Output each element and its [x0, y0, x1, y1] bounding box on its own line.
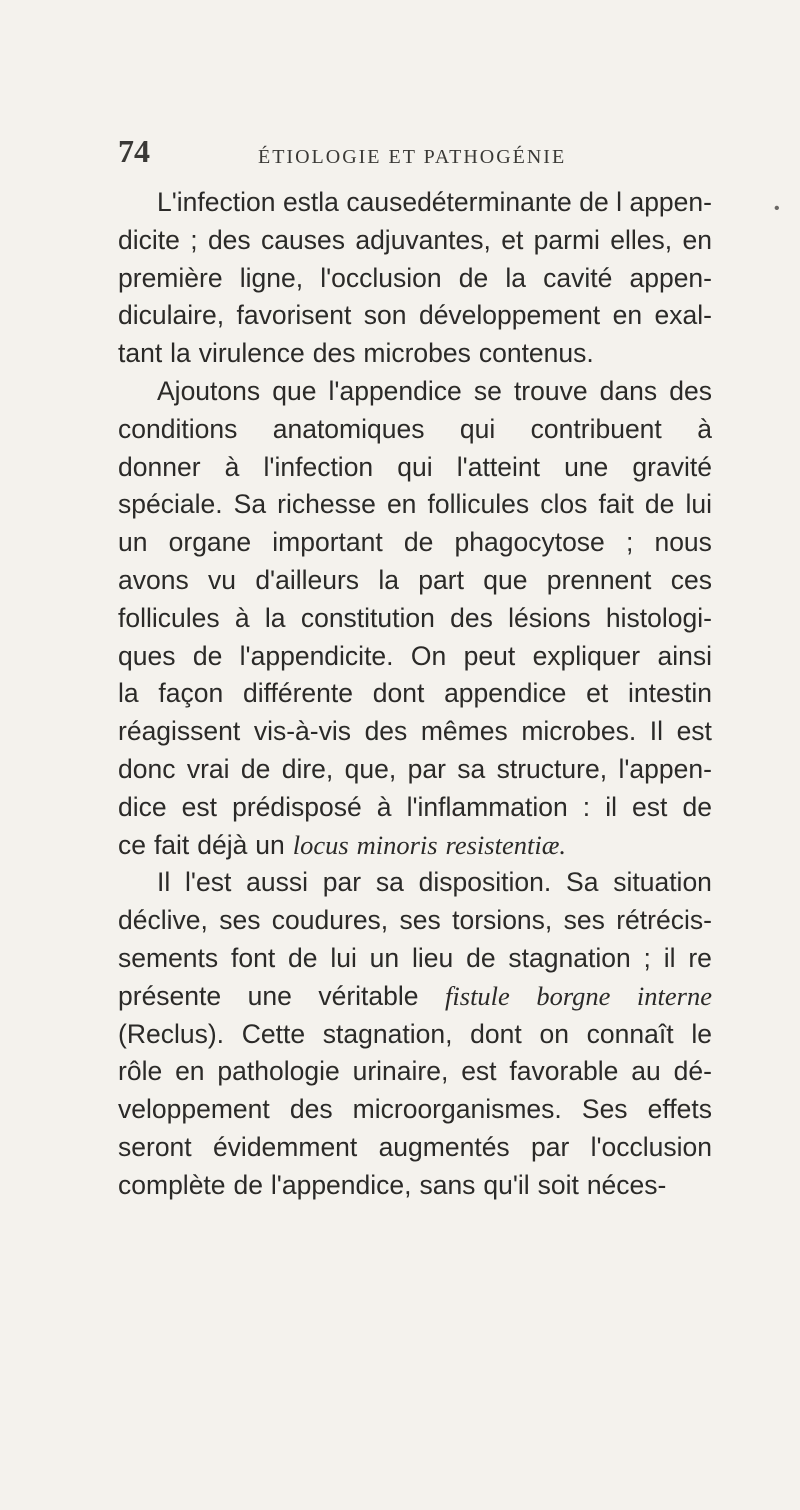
word: interne: [636, 980, 712, 1011]
word: dans: [599, 375, 658, 406]
text-line: [118, 675, 712, 713]
word: parmi: [533, 224, 600, 255]
word: rétrécis-: [616, 905, 712, 936]
margin-mark: •: [774, 200, 780, 217]
text-line: [118, 184, 712, 222]
text-line: [118, 373, 712, 411]
body-text: [118, 184, 712, 1205]
word: coudures,: [271, 905, 389, 936]
word: richesse: [277, 489, 376, 520]
word: fait: [598, 489, 634, 520]
word: fistule: [445, 980, 510, 1011]
word: l'est: [185, 867, 232, 898]
word: en: [386, 489, 417, 520]
word: par: [530, 1131, 570, 1162]
word: connaît: [586, 1018, 674, 1049]
page-header: [118, 133, 718, 183]
word: borgne: [536, 980, 611, 1011]
word: déclive,: [118, 905, 208, 936]
word: locus: [292, 829, 349, 860]
text-line: [118, 600, 712, 638]
word: différente: [242, 678, 353, 709]
word: trouve: [513, 375, 588, 406]
word: clos: [540, 489, 588, 520]
word: est: [632, 791, 668, 822]
word: stagnation: [508, 942, 631, 973]
text-line: [118, 449, 712, 487]
word: que: [272, 375, 317, 406]
word: par: [322, 867, 362, 898]
word: tant: [118, 338, 163, 369]
word: part: [418, 564, 464, 595]
word: de: [288, 942, 318, 973]
word: cavité: [543, 262, 613, 293]
word: à: [224, 451, 240, 482]
word: effets: [647, 1094, 712, 1125]
word: par: [407, 753, 446, 784]
word: que: [483, 564, 528, 595]
word: anatomiques: [272, 413, 425, 444]
word: des: [289, 1094, 333, 1125]
word: le: [691, 1018, 712, 1049]
word: qui: [397, 451, 433, 482]
word: elles,: [610, 224, 673, 255]
word: on: [539, 1018, 569, 1049]
text-line: [118, 297, 712, 335]
word: rôle: [118, 1056, 163, 1087]
text-line: [118, 1053, 712, 1091]
word: font: [230, 942, 276, 973]
word: expliquer: [532, 640, 641, 671]
word: diculaire,: [118, 300, 225, 331]
word: de: [644, 489, 675, 520]
word: appen-: [629, 262, 712, 293]
word: l'occlusion: [320, 262, 442, 293]
word: la: [170, 338, 191, 369]
word: d'ailleurs: [255, 564, 360, 595]
word: en: [682, 224, 712, 255]
word: microbes: [363, 338, 471, 369]
word: une: [564, 451, 609, 482]
word: développement: [418, 300, 601, 331]
word: exal-: [654, 300, 712, 331]
word: ces: [670, 564, 712, 595]
word: seront: [118, 1131, 192, 1162]
text-line: [118, 713, 712, 751]
word: ainsi: [657, 640, 712, 671]
word: qu'il: [483, 1169, 530, 1200]
word: vu: [208, 564, 237, 595]
word: contribuent: [530, 413, 662, 444]
word: ;: [625, 527, 634, 558]
word: de: [233, 1169, 263, 1200]
word: important: [272, 527, 383, 558]
word: néces-: [586, 1169, 667, 1200]
word: il: [663, 942, 676, 973]
word: complète: [118, 1169, 226, 1200]
word: dont: [470, 1018, 522, 1049]
word: qui: [459, 413, 496, 444]
word: à: [376, 791, 392, 822]
text-line: [118, 1016, 712, 1054]
word: gravité: [632, 451, 712, 482]
paragraph: [118, 864, 712, 1204]
word: ;: [190, 224, 198, 255]
word: Ajoutons: [157, 375, 261, 406]
word: des: [207, 224, 251, 255]
word: microbes.: [521, 716, 637, 747]
word: en: [175, 1056, 205, 1087]
word: Il: [649, 716, 663, 747]
word: stagnation,: [322, 1018, 453, 1049]
word: resistentiæ.: [445, 829, 566, 860]
word: favorable: [509, 1056, 619, 1087]
word: se: [473, 375, 502, 406]
word: causedéterminante: [346, 187, 572, 217]
word: peut: [463, 640, 516, 671]
word: donner: [118, 451, 201, 482]
word: des: [364, 716, 408, 747]
word: dont: [372, 678, 425, 709]
word: ses: [399, 905, 441, 936]
word: histologi-: [605, 602, 712, 633]
word: évidemment: [212, 1131, 358, 1162]
word: que,: [344, 753, 397, 784]
word: prédisposé: [232, 791, 362, 822]
text-line: [118, 411, 712, 449]
text-line: [118, 902, 712, 940]
word: organe: [168, 527, 252, 558]
word: sans: [419, 1169, 476, 1200]
word: de: [403, 527, 434, 558]
word: fait: [153, 829, 190, 860]
word: constitution: [300, 602, 435, 633]
word: de: [192, 640, 223, 671]
word: de: [682, 791, 712, 822]
word: virulence: [198, 338, 305, 369]
word: vrai: [186, 753, 230, 784]
word: la: [118, 678, 139, 709]
word: l'appendice: [328, 375, 462, 406]
word: à: [697, 413, 712, 444]
word: est: [676, 716, 712, 747]
word: la: [505, 262, 526, 293]
word: un: [369, 942, 400, 973]
word: augmentés: [378, 1131, 510, 1162]
word: re: [688, 942, 712, 973]
word: présente: [118, 980, 222, 1011]
word: lésions: [508, 602, 591, 633]
word: contenus.: [478, 338, 594, 369]
paragraph: [118, 373, 712, 864]
word: un: [118, 527, 148, 558]
word: urinaire,: [352, 1056, 449, 1087]
word: de: [240, 753, 271, 784]
word: ce: [118, 829, 146, 860]
text-line: [118, 827, 712, 865]
word: Cette: [241, 1018, 306, 1049]
word: ques: [118, 640, 176, 671]
word: ses: [219, 905, 261, 936]
word: au: [631, 1056, 661, 1087]
word: il: [605, 791, 617, 822]
word: l'infection: [263, 451, 374, 482]
word: l'appendice,: [270, 1169, 412, 1200]
word: l'atteint: [456, 451, 540, 482]
word: façon: [158, 678, 224, 709]
text-line: [118, 524, 712, 562]
word: dé-: [673, 1056, 712, 1087]
paragraph: [118, 184, 712, 373]
text-line: [118, 222, 712, 260]
word: la: [378, 564, 399, 595]
word: lui: [330, 942, 357, 973]
word: appen-: [629, 187, 712, 217]
word: lui: [685, 489, 712, 520]
word: vis-à-vis: [253, 716, 351, 747]
word: des: [450, 602, 493, 633]
word: l: [616, 187, 623, 217]
word: estla: [282, 187, 339, 217]
word: sa: [375, 867, 404, 898]
word: Sa: [233, 489, 267, 520]
word: et: [501, 224, 524, 255]
text-line: [118, 1167, 712, 1205]
word: Ses: [581, 1094, 628, 1125]
word: favorisent: [236, 300, 352, 331]
word: déjà: [197, 829, 248, 860]
word: mêmes: [420, 716, 508, 747]
word: des: [669, 375, 712, 406]
word: aussi: [246, 867, 308, 898]
text-line: [118, 864, 712, 902]
word: véritable: [318, 980, 419, 1011]
word: appendice: [444, 678, 567, 709]
word: nous: [654, 527, 712, 558]
word: veloppement: [118, 1094, 270, 1125]
word: spéciale.: [118, 489, 223, 520]
word: est: [181, 791, 218, 822]
word: On: [410, 640, 447, 671]
word: sa: [457, 753, 486, 784]
word: et: [586, 678, 609, 709]
word: première: [118, 262, 223, 293]
word: est: [461, 1056, 497, 1087]
word: pathologie: [217, 1056, 340, 1087]
word: ligne,: [239, 262, 304, 293]
word: phagocytose: [454, 527, 605, 558]
word: adjuvantes,: [355, 224, 491, 255]
word: conditions: [118, 413, 238, 444]
word: torsions,: [452, 905, 553, 936]
word: ses: [563, 905, 605, 936]
word: soit: [537, 1169, 579, 1200]
word: follicules: [118, 602, 220, 633]
word: L'infection: [157, 187, 276, 217]
word: l'inflammation: [406, 791, 568, 822]
word: situation: [613, 867, 712, 898]
word: une: [247, 980, 292, 1011]
word: dice: [118, 791, 167, 822]
word: son: [363, 300, 407, 331]
text-line: [118, 562, 712, 600]
word: intestin: [627, 678, 712, 709]
text-line: [118, 335, 712, 373]
text-line: [118, 978, 712, 1016]
word: de: [466, 942, 496, 973]
text-line: [118, 940, 712, 978]
word: donc: [118, 753, 176, 784]
word: sements: [118, 942, 219, 973]
running-head: ÉTIOLOGIE ET PATHOGÉNIE: [258, 146, 567, 168]
word: Il: [157, 867, 171, 898]
text-line: [118, 638, 712, 676]
word: ;: [643, 942, 651, 973]
word: l'occlusion: [590, 1131, 712, 1162]
word: dicite: [118, 224, 180, 255]
word: lieu: [411, 942, 454, 973]
word: l'appen-: [618, 753, 712, 784]
text-line: [118, 486, 712, 524]
word: structure,: [496, 753, 608, 784]
word: l'appendicite.: [239, 640, 394, 671]
word: un: [255, 829, 285, 860]
word: microorganismes.: [352, 1094, 562, 1125]
word: prennent: [546, 564, 652, 595]
word: de: [458, 262, 489, 293]
text-line: [118, 260, 712, 298]
word: réagissent: [118, 716, 241, 747]
word: disposition.: [418, 867, 552, 898]
word: follicules: [427, 489, 530, 520]
word: la: [264, 602, 286, 633]
word: Sa: [566, 867, 599, 898]
word: causes: [261, 224, 345, 255]
word: dire,: [281, 753, 334, 784]
word: en: [612, 300, 643, 331]
word: des: [312, 338, 356, 369]
word: :: [582, 791, 591, 822]
word: de: [579, 187, 609, 217]
text-line: [118, 1091, 712, 1129]
page-number: 74: [118, 133, 150, 169]
word: (Reclus).: [118, 1018, 225, 1049]
word: avons: [118, 564, 189, 595]
word: minoris: [356, 829, 438, 860]
text-line: [118, 751, 712, 789]
text-line: [118, 789, 712, 827]
word: à: [234, 602, 250, 633]
text-line: [118, 1129, 712, 1167]
